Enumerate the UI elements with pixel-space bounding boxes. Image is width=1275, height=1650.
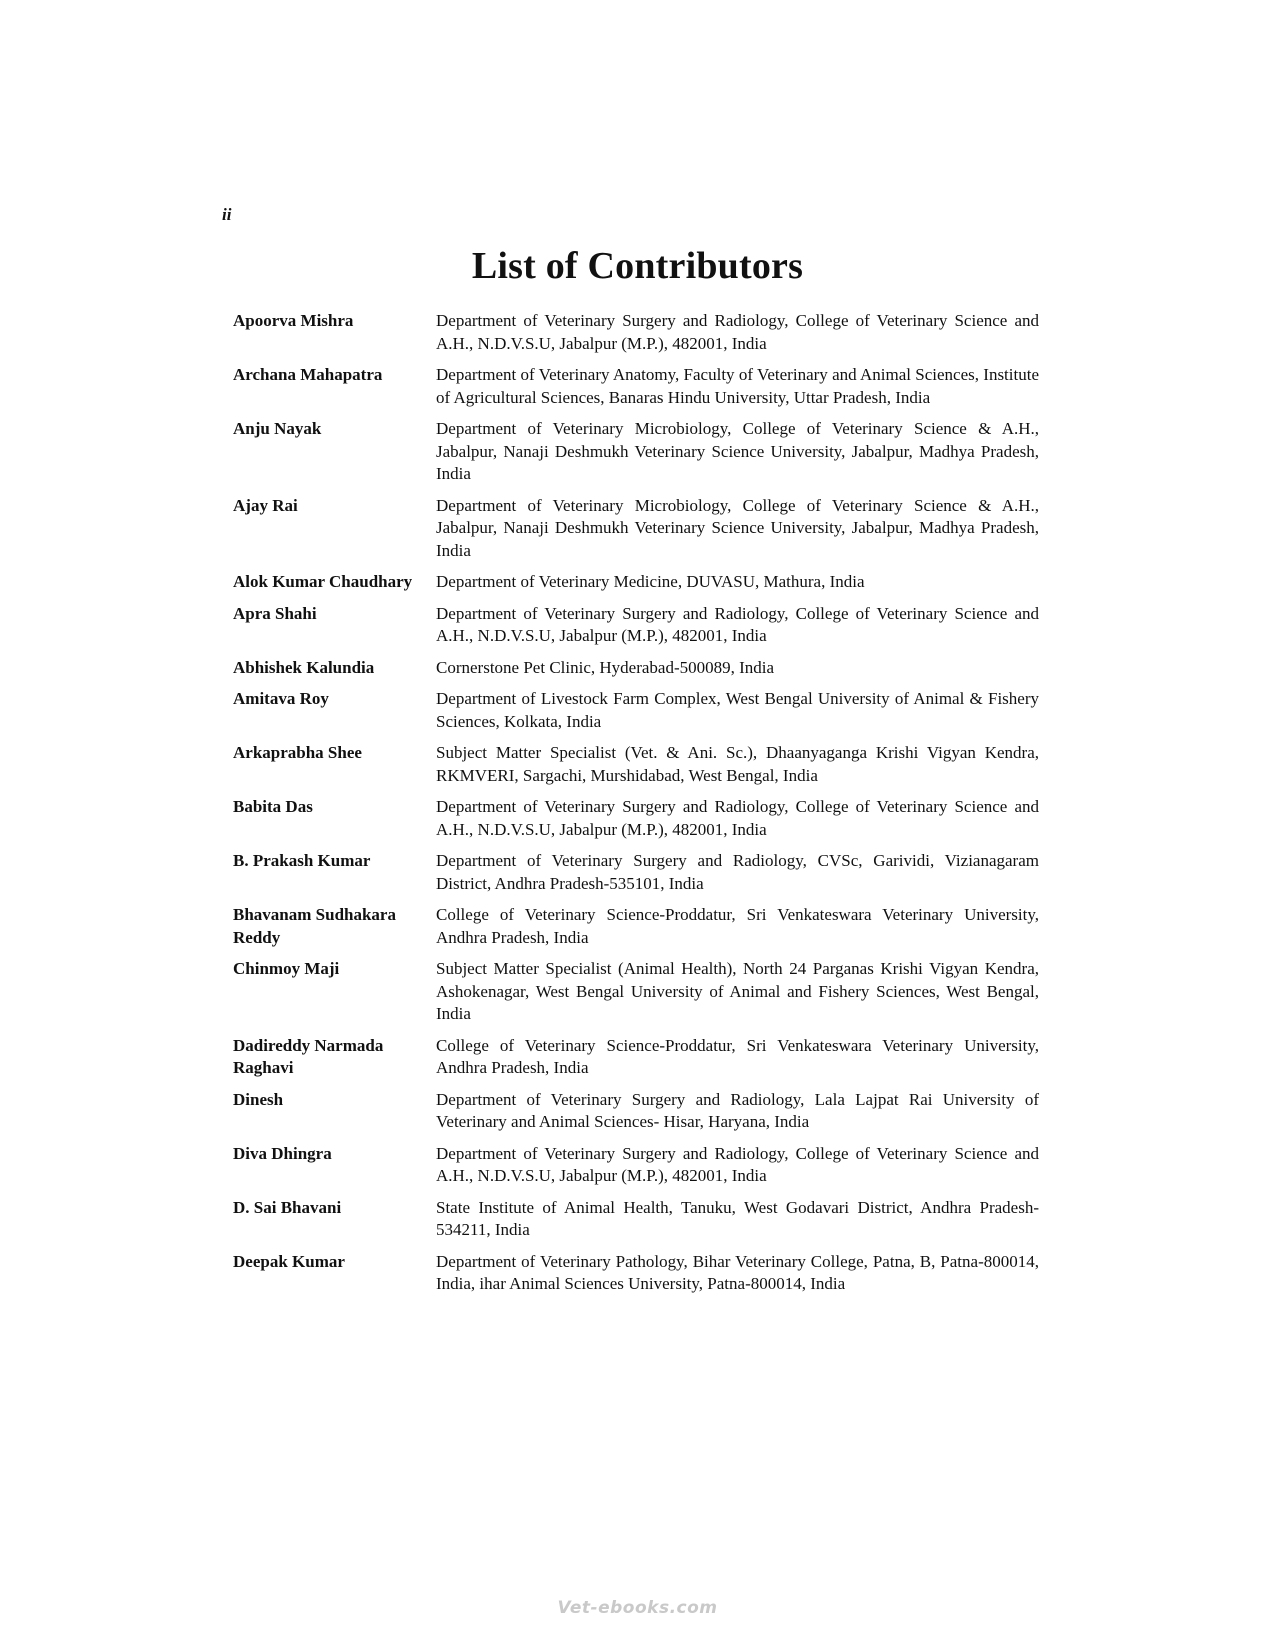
contributor-name: Dadireddy Narmada Raghavi (233, 1035, 384, 1077)
contributor-name: Archana Mahapatra (233, 365, 383, 384)
contributor-affiliation: Department of Veterinary Anatomy, Faculty of Veterinary and Animal Sciences, Institute of Agricultural Sciences, Banaras Hindu University, Uttar Pradesh, India (436, 365, 1039, 407)
contributor-row (233, 603, 1039, 648)
contributor-affiliation: College of Veterinary Science-Proddatur, Sri Venkateswara Veterinary University, Andhra Pradesh, India (436, 905, 1039, 947)
contributor-name: Diva Dhingra (233, 1143, 332, 1163)
contributor-affiliation: Department of Veterinary Surgery and Radiology, Lala Lajpat Rai University of Veterinary and Animal Sciences- Hisar, Haryana, India (436, 1089, 1039, 1131)
contributor-row (233, 495, 1039, 563)
contributor-row (233, 1035, 1039, 1080)
watermark-logo: Vet-ebooks.com (557, 1598, 718, 1618)
contributor-row (233, 904, 1039, 949)
contributor-row (233, 310, 1039, 355)
contributor-name: Babita Das (233, 797, 313, 816)
contributor-affiliation: Department of Veterinary Surgery and Radiology, College of Veterinary Science and A.H., N.D.V.S.U, Jabalpur (M.P.), 482001, India (436, 797, 1039, 839)
contributor-row (233, 1197, 1039, 1242)
page-title: List of Contributors (471, 245, 804, 287)
contributor-list (233, 310, 1039, 1305)
contributor-name: Anju Nayak (233, 419, 322, 438)
contributor-row (233, 1143, 1039, 1188)
contributor-row (233, 571, 1039, 594)
contributor-name: Bhavanam Sudhakara Reddy (233, 905, 396, 947)
contributor-name: Dinesh (233, 1089, 284, 1109)
contributor-name: Apra Shahi (233, 603, 317, 623)
contributor-name: Chinmoy Maji (233, 959, 340, 978)
contributor-affiliation: Subject Matter Specialist (Animal Health), North 24 Parganas Krishi Vigyan Kendra, Ashokenagar, West Bengal University of Animal and Fishery Sciences, West Bengal, India (436, 959, 1039, 1023)
contributor-affiliation: Department of Veterinary Pathology, Bihar Veterinary College, Patna, B, Patna-800014, India, ihar Animal Sciences University, Patna-800014, India (436, 1251, 1039, 1293)
contributor-row (233, 688, 1039, 733)
contributor-row (233, 1089, 1039, 1134)
contributor-affiliation: Department of Veterinary Surgery and Radiology, College of Veterinary Science and A.H., N.D.V.S.U, Jabalpur (M.P.), 482001, India (436, 603, 1039, 645)
contributor-row (233, 850, 1039, 895)
contributor-row (233, 364, 1039, 409)
contributor-row (233, 796, 1039, 841)
contributor-affiliation: Subject Matter Specialist (Vet. & Ani. Sc.), Dhaanyaganga Krishi Vigyan Kendra, RKMVERI, Sargachi, Murshidabad, West Bengal, India (436, 743, 1039, 785)
contributor-affiliation: Department of Veterinary Surgery and Radiology, College of Veterinary Science and A.H., N.D.V.S.U, Jabalpur (M.P.), 482001, India (436, 311, 1039, 353)
contributor-row (233, 418, 1039, 486)
contributor-name: Abhishek Kalundia (233, 657, 375, 677)
contributor-affiliation: Department of Livestock Farm Complex, West Bengal University of Animal & Fishery Sciences, Kolkata, India (436, 689, 1039, 731)
contributor-affiliation: Department of Veterinary Surgery and Radiology, CVSc, Garividi, Vizianagaram District, Andhra Pradesh-535101, India (436, 851, 1039, 893)
contributor-row (233, 1251, 1039, 1296)
contributor-affiliation: Department of Veterinary Microbiology, College of Veterinary Science & A.H., Jabalpur, Nanaji Deshmukh Veterinary Science University, Jabalpur, Madhya Pradesh, India (436, 419, 1039, 483)
contributor-affiliation: Department of Veterinary Microbiology, College of Veterinary Science & A.H., Jabalpur, Nanaji Deshmukh Veterinary Science University, Jabalpur, Madhya Pradesh, India (436, 495, 1039, 560)
contributor-affiliation: College of Veterinary Science-Proddatur, Sri Venkateswara Veterinary University, Andhra Pradesh, India (436, 1035, 1039, 1077)
contributor-name: Deepak Kumar (233, 1251, 345, 1271)
contributor-name: B. Prakash Kumar (233, 851, 371, 870)
contributor-name: Apoorva Mishra (233, 311, 354, 330)
contributor-name: Arkaprabha Shee (233, 743, 362, 762)
contributor-name: Alok Kumar Chaudhary (233, 572, 413, 591)
contributor-name: Ajay Rai (233, 495, 298, 515)
contributor-affiliation: Cornerstone Pet Clinic, Hyderabad-500089, India (436, 657, 775, 677)
contributor-name: D. Sai Bhavani (233, 1197, 342, 1217)
contributor-name: Amitava Roy (233, 689, 329, 708)
contributor-affiliation: State Institute of Animal Health, Tanuku, West Godavari District, Andhra Pradesh-534211, India (436, 1197, 1039, 1239)
contributor-row (233, 657, 1039, 680)
page-number: ii (222, 205, 232, 224)
contributor-affiliation: Department of Veterinary Medicine, DUVASU, Mathura, India (436, 572, 865, 591)
contributor-affiliation: Department of Veterinary Surgery and Radiology, College of Veterinary Science and A.H., N.D.V.S.U, Jabalpur (M.P.), 482001, India (436, 1143, 1039, 1185)
contributor-row (233, 958, 1039, 1026)
contributor-row (233, 742, 1039, 787)
